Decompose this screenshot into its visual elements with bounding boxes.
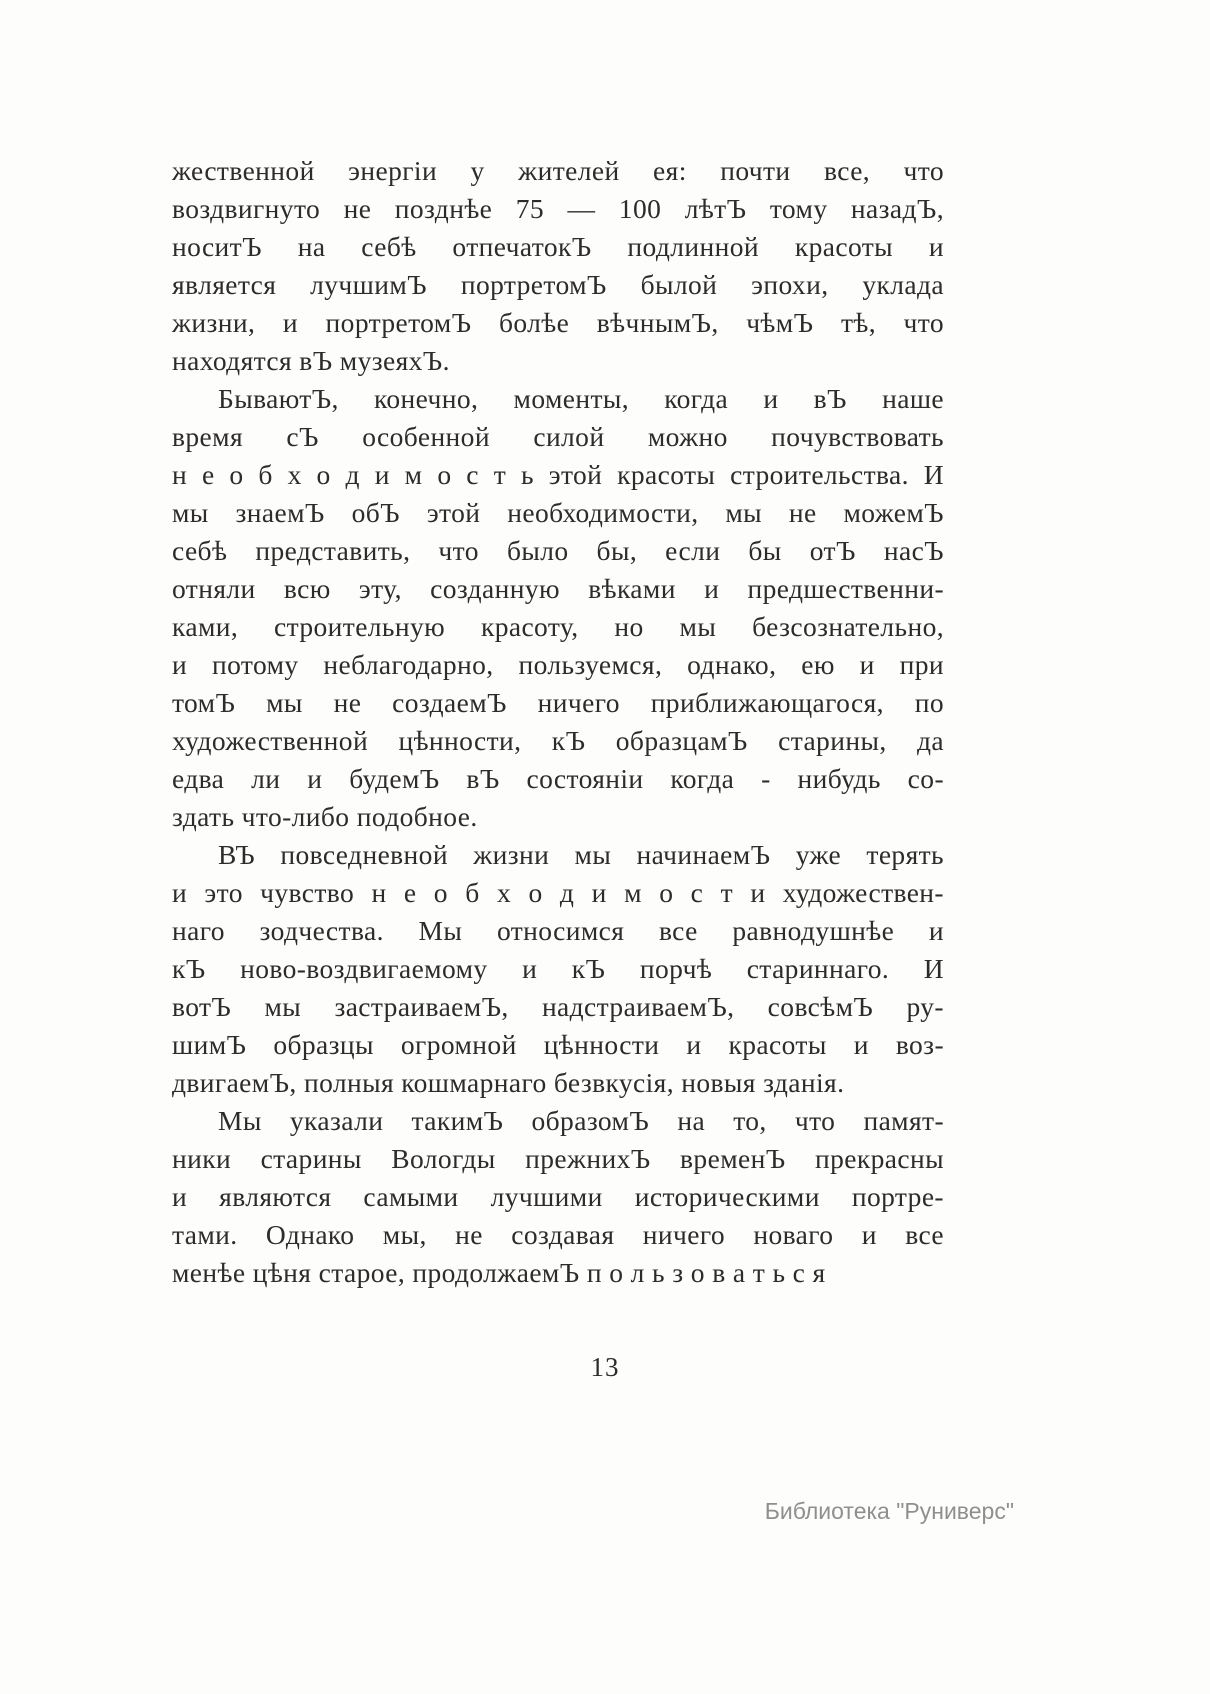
text-line: является лучшимЪ портретомЪ былой эпохи, уклада <box>172 269 944 300</box>
paragraph <box>172 1102 944 1292</box>
text-line: Мы указали такимЪ образомЪ на то, что памят- <box>218 1105 944 1136</box>
text-line: и являются самыми лучшими историческими портре- <box>172 1181 944 1212</box>
text-line: едва ли и будемЪ вЪ состояніи когда - нибудь со- <box>172 763 944 794</box>
paragraph <box>172 380 944 836</box>
text-line: вотЪ мы застраиваемЪ, надстраиваемЪ, совсѣмЪ ру- <box>172 991 944 1022</box>
text-line: время сЪ особенной силой можно почувствовать <box>172 421 944 452</box>
text-line: двигаемЪ, полныя кошмарнаго безвкусія, новыя зданія. <box>172 1067 845 1098</box>
text-line: находятся вЪ музеяхЪ. <box>172 345 450 376</box>
text-line: кЪ ново-воздвигаемому и кЪ порчѣ стариннаго. И <box>172 953 944 984</box>
text-line: мы знаемЪ обЪ этой необходимости, мы не можемЪ <box>172 497 944 528</box>
text-line: жизни, и портретомЪ болѣе вѣчнымЪ, чѣмЪ тѣ, что <box>172 307 944 338</box>
text-line: н е о б х о д и м о с т ь этой красоты строительства. И <box>172 459 944 490</box>
text-line: наго зодчества. Мы относимся все равнодушнѣе и <box>172 915 944 946</box>
text-line: ВЪ повседневной жизни мы начинаемЪ уже терять <box>218 839 944 870</box>
library-watermark: Библиотека "Руниверс" <box>764 1498 1014 1524</box>
text-line: ками, строительную красоту, но мы безсознательно, <box>172 611 944 642</box>
text-line: и это чувство н е о б х о д и м о с т и художествен- <box>172 877 944 908</box>
text-line: менѣе цѣня старое, продолжаемЪ п о л ь з о в а т ь с я <box>172 1257 826 1288</box>
text-line: отняли всю эту, созданную вѣками и предшественни- <box>172 573 944 604</box>
page-number: 13 <box>590 1352 620 1382</box>
paragraph <box>172 836 944 1102</box>
paragraph <box>172 152 944 380</box>
text-line: себѣ представить, что было бы, если бы отЪ насЪ <box>172 535 944 566</box>
text-line: носитЪ на себѣ отпечатокЪ подлинной красоты и <box>172 231 944 262</box>
text-line: тами. Однако мы, не создавая ничего новаго и все <box>172 1219 944 1250</box>
text-line: здать что-либо подобное. <box>172 801 478 832</box>
text-line: ники старины Вологды прежнихЪ временЪ прекрасны <box>172 1143 944 1174</box>
text-block <box>172 152 944 1292</box>
text-line: томЪ мы не создаемЪ ничего приближающагося, по <box>172 687 944 718</box>
text-line: воздвигнуто не позднѣе 75 — 100 лѣтЪ тому назадЪ, <box>172 193 944 224</box>
text-line: и потому неблагодарно, пользуемся, однако, ею и при <box>172 649 944 680</box>
text-line: жественной энергіи у жителей ея: почти все, что <box>172 155 944 186</box>
text-line: шимЪ образцы огромной цѣнности и красоты и воз- <box>172 1029 944 1060</box>
text-line: художественной цѣнности, кЪ образцамЪ старины, да <box>172 725 944 756</box>
text-line: БываютЪ, конечно, моменты, когда и вЪ наше <box>218 383 944 414</box>
